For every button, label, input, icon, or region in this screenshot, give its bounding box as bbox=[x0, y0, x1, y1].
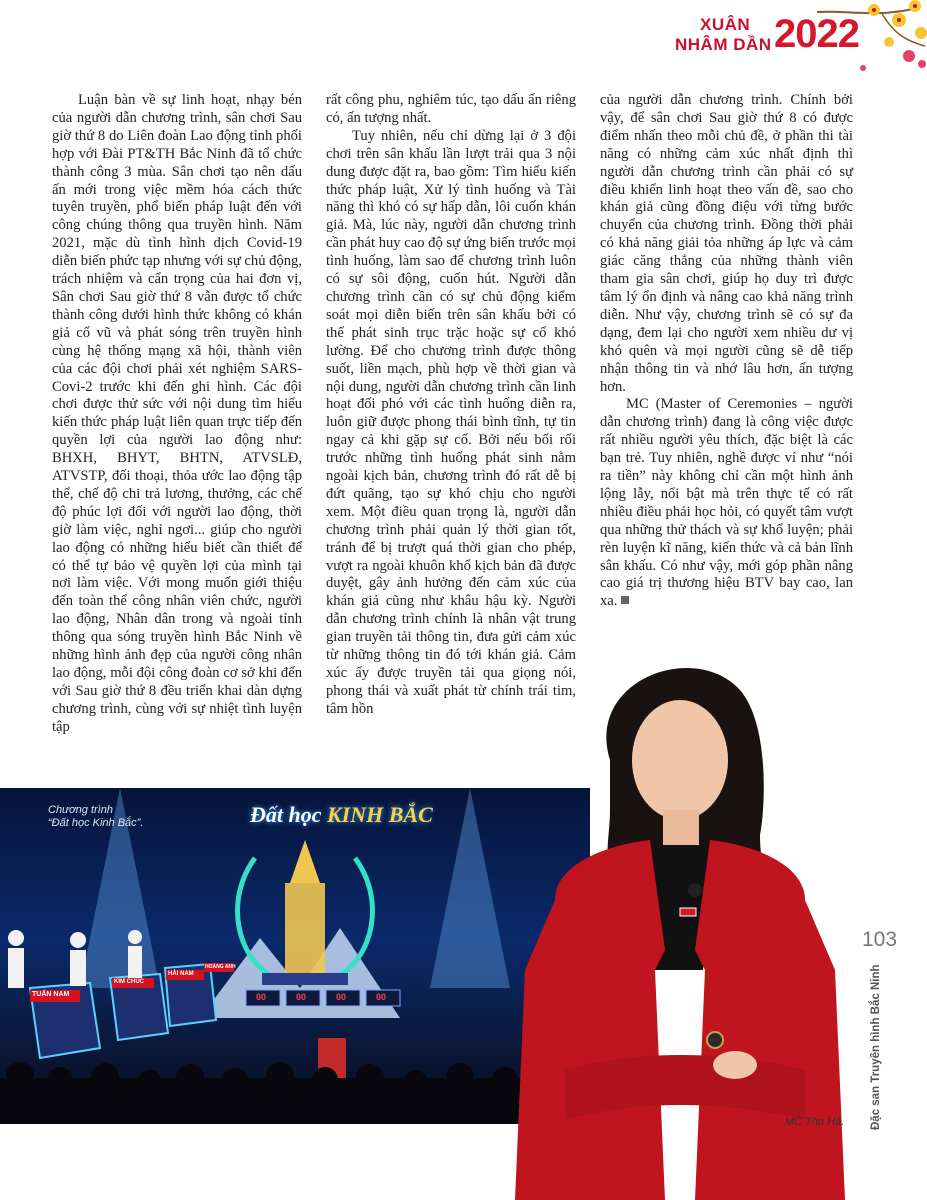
show-logo bbox=[250, 802, 433, 828]
team-sign: HẢI NAM bbox=[168, 971, 194, 977]
page-number: 103 bbox=[862, 928, 898, 951]
header-line-nham-dan: NHÂM DẦN bbox=[675, 35, 772, 54]
team-sign: TUẤN NAM bbox=[32, 991, 70, 998]
paragraph: Luận bàn về sự linh hoạt, nhạy bén của người dẫn chương trình, sân chơi Sau giờ thứ 8 do Liên đoàn Lao động tỉnh phối hợp với Đài PT&TH Bắc Ninh đã tổ chức thành công 3 mùa. Sân chơi tạo nên dấu ấn mới trong việc mềm hóa cách thức tuyên truyền, phổ biến pháp luật đến với công chúng thông qua truyền hình. Năm 2021, mặc dù tình hình dịch Covid-19 diễn biến phức tạp nhưng với sự chủ động, trách nhiệm và cẩn trọng của hai đơn vị, Sân chơi Sau giờ thứ 8 vẫn được tổ chức thành công dưới hình thức không có khán giả cổ vũ và phát sóng trên truyền hình cùng hệ thống mạng xã hội, thành viên của các đội chơi phải xét nghiệm SARS-Covi-2 trước khi đến ghi hình. Các đội chơi được thử sức với nội dung tìm hiểu kiến thức pháp luật liên quan trực tiếp đến quyền lợi của người lao động như: BHXH, BHYT, BHTN, ATVSLĐ, ATVSTP, đối thoại, thỏa ước lao động tập thể, chế độ chi trả lương, thưởng, các chế độ phúc lợi đối với người lao động, thời giờ làm việc, nghỉ ngơi... giúp cho người lao động có những hiểu biết cần thiết để có thể tự bảo vệ quyền lợi của mình tại nơi làm việc. Với mong muốn giới thiệu đến toàn thể công nhân viên chức, người lao động, Nhân dân trong và ngoài tỉnh thông qua sóng truyền hình Bắc Ninh về những hình ảnh đẹp của người công nhân lao động, mỗi đội công đoàn cơ sở khi đến với Sau giờ thứ 8 đều triển khai dàn dựng chương trình, cùng với sự nhiệt tình luyện tập bbox=[52, 92, 302, 735]
header-line-xuan: XUÂN bbox=[700, 15, 751, 34]
header-badge bbox=[667, 0, 927, 75]
paragraph-text: MC (Master of Ceremonies – người dẫn chương trình) đang là công việc được rất nhiều người yêu thích, đặc biệt là các bạn trẻ. Tuy nhiên, nghề được ví như “nói ra tiền” này không chỉ cần một hình ảnh lộng lẫy, nổi bật mà trên thực tế có rất nhiều điều phải học hỏi, có quyết tâm vượt qua những thử thách và sự khổ luyện; phải rèn luyện kĩ năng, kiến thức và cả bản lĩnh sân khấu. Có như vậy, mới góp phần nâng cao giá trị thương hiệu BTV bay cao, lan xa. bbox=[600, 396, 853, 610]
stage-illustration bbox=[0, 788, 590, 1124]
team-sign: KIM CHÚC bbox=[114, 979, 144, 985]
caption-line: Chương trình bbox=[48, 804, 113, 816]
logo-text-accent: KINH BẮC bbox=[327, 802, 433, 827]
paragraph: rất công phu, nghiêm túc, tạo dấu ấn riêng có, ấn tượng nhất. bbox=[326, 92, 576, 126]
paragraph-final bbox=[600, 396, 853, 611]
mc-photo-caption: MC Thu Hà. bbox=[785, 1116, 845, 1128]
score-display: 00 bbox=[296, 992, 307, 1002]
score-display: 00 bbox=[376, 992, 387, 1002]
caption-line: “Đất học Kinh Bắc”. bbox=[48, 817, 144, 829]
stage-photo-caption bbox=[48, 804, 143, 830]
end-of-article-mark bbox=[621, 596, 629, 604]
header-year: 2022 bbox=[774, 12, 859, 56]
score-display: 00 bbox=[336, 992, 347, 1002]
paragraph: của người dẫn chương trình. Chính bởi vậy, để sân chơi Sau giờ thứ 8 có được điểm nhấn theo mỗi chủ đề, ở phần thi tài năng có những cảm xúc nhất định thì người dẫn chương trình cần phải có sự điều khiển linh hoạt theo vấn đề, sao cho khán giả cũng đồng điệu với từng bước chuyển của chương trình. Đồng thời phải có khả năng giải tỏa những áp lực và cảm giác căng thẳng của những thành viên tham gia sân chơi, giúp họ duy trì được tâm lý ổn định và nâng cao khả năng trình diễn. Như vậy, chương trình sẽ có sự đa dạng, đem lại cho người xem nhiều dư vị khó quên và mọi người cũng sẽ dễ tiếp nhận thông tin và nhớ lâu hơn, ấn tượng hơn. bbox=[600, 92, 853, 395]
logo-text: Đất học bbox=[250, 802, 327, 827]
article-column-3 bbox=[600, 92, 853, 611]
paragraph: Tuy nhiên, nếu chỉ dừng lại ở 3 đội chơi trên sân khấu lần lượt trải qua 3 nội dung được đặt ra, bao gồm: Tìm hiểu kiến thức pháp luật, Xử lý tình huống và Tài năng thì khó có sự hấp dẫn, lôi cuốn khán giả. Mà, lúc này, người dẫn chương trình cần phát huy cao độ sự ứng biến trước mọi tình huống, làm sao để chương trình luôn có sự sôi động, cuốn hút. Người dẫn chương trình cần có sự chủ động kiểm soát mọi diễn biến trên sân khấu bởi có thể phát sinh trục trặc hoặc sự cố khó lường. Để cho chương trình được thông suốt, liền mạch, phù hợp về thời gian và nội dung, người dẫn chương trình cần linh hoạt đối phó với các tình huống diễn ra, luôn giữ được phong thái bình tĩnh, tự tin ngay cả khi gặp sự cố. Bởi nếu bối rối trước những tình huống phát sinh nằm ngoài kịch bản, chương trình đó rất dễ bị đứt quãng, tạo sự khó chịu cho người xem. Một điều quan trọng là, người dẫn chương trình phải quản lý thời gian tốt, tránh để bị trượt quá thời gian cho phép, vượt ra ngoài khuôn khổ kịch bản đã được duyệt, gây ảnh hưởng đến cảm xúc của khán giả cũng như khâu hậu kỳ. Người dẫn chương trình chính là nhân vật trung gian truyền tải thông tin, đưa gửi cảm xúc từ những thông tin đó tới khán giả. Cảm xúc ấy được truyền tải qua giọng nói, phong thái và xuất phát từ chính trái tim, tâm hồn bbox=[326, 127, 576, 717]
stage-photo bbox=[0, 788, 590, 1124]
team-sign: HOÀNG ANH bbox=[205, 964, 236, 970]
score-display: 00 bbox=[256, 992, 267, 1002]
publication-title: Đặc san Truyền hình Bắc Ninh bbox=[870, 964, 882, 1130]
article-column-1 bbox=[52, 92, 302, 737]
article-column-2 bbox=[326, 92, 576, 719]
